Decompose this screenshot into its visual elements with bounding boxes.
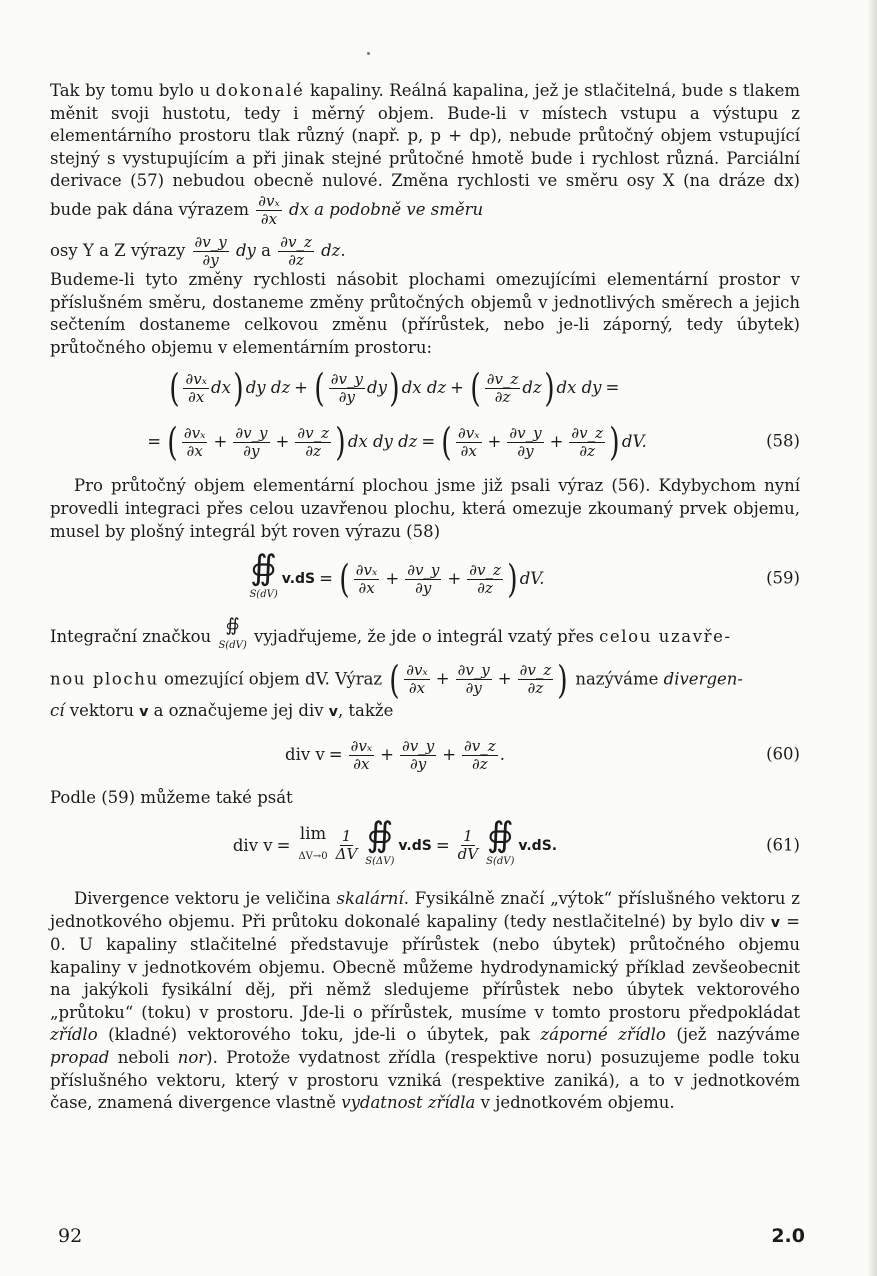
equation-59: ∯ S(dV) v.dS = ( $\frac{\text{∂vₓ}}{\partial x}$ + $\frac{\partial v\_y}{\partial y}$ + $\frac{\partial v\_z}{\partial z}$ ) dV. (59) bbox=[50, 547, 800, 611]
paragraph-1: Tak by tomu bylo u dokonalé kapaliny. Reálná kapalina, jež je stlačitelná, bude s tlakem měnit svoji hustotu, tedy i měrný objem. Bude-li v místech vstupu a výstupu z elementárního prostoru tlak různý (např. p, p + dp), nebude průtočný objem vstupující stejný s vystupujícím a při jinak stejné průtočné hmotě bude i rychlost různá. Parciální derivace (57) nebudou obecně nulové. Změna rychlosti ve směru osy X (na dráze dx) bude pak dána výrazem $\frac{\text{∂vₓ}}{\partial x}$ dx a podobně ve směru bbox=[50, 81, 800, 228]
equation-number-60: (60) bbox=[766, 745, 800, 765]
equation-58-line1: ( $\frac{\text{∂vₓ}}{\partial x}$ dx ) dy dz + ( $\frac{\partial v\_y}{\partial y}$ dy ) dx dz + ( $\frac{\partial v\_z}{\partial z}$ dz ) dx dy = bbox=[168, 366, 620, 411]
paragraph-4-cont: nou plochu omezující objem dV. Výraz ( $\frac{\text{∂vₓ}}{\partial x}$ + $\frac{\partial v\_y}{\partial y}$ + $\frac{\partial v\_z}{\partial z}$ ) nazýváme divergen- bbox=[50, 657, 743, 702]
fraction-dvz-dz: $\frac{\partial v\_z}{\partial z}$ bbox=[280, 232, 312, 269]
surface-integral-symbol: ∯ S(dV) bbox=[249, 547, 278, 600]
equation-number-61: (61) bbox=[766, 835, 800, 855]
limit: lim ΔV→0 bbox=[298, 824, 328, 862]
page-number: 92 bbox=[58, 1225, 83, 1247]
paragraph-2: Budeme-li tyto změny rychlosti násobit plochami omezujícími elementární prostor v příslušném směru, dostaneme změny průtočných objemů v jednotlivých směrech a jejich sečtením dostaneme celkovou změnu (přírůstek, nebo je-li záporný, tedy úbytek) průtočného objemu v elementárním prostoru: bbox=[50, 269, 800, 357]
page-body bbox=[50, 80, 800, 1115]
equation-58-line2: = ( $\frac{\text{∂vₓ}}{\partial x}$ + $\frac{\partial v\_y}{\partial y}$ + $\frac{\partial v\_z}{\partial z}$ ) dx dy dz = ( $\frac{\text{∂vₓ}}{\partial x}$ + $\frac{\partial v\_y}{\partial y}$ + $\frac{\partial v\_z}{\partial z}$ ) dV. (58) bbox=[147, 420, 800, 465]
page-footer bbox=[58, 1225, 805, 1247]
fraction-dvy-dy: $\frac{\partial v\_y}{\partial y}$ bbox=[194, 232, 227, 269]
page-edge-shadow bbox=[867, 0, 877, 1276]
section-number: 2.0 bbox=[771, 1225, 805, 1247]
equation-number-59: (59) bbox=[766, 568, 800, 588]
div-v-label: div v bbox=[285, 745, 325, 765]
paragraph-6: Divergence vektoru je veličina skalární. Fysikálně značí „výtok“ příslušného vektoru z jednotkového objemu. Při průtoku dokonalé kapaliny (tedy nestlačitelné) by bylo div v = 0. U kapaliny stlačitelné představuje přírůstek (nebo úbytek) průtočného objemu kapaliny v jednotkovém objemu. Obecně můžeme hydrodynamický příklad zevšeobecnit na jakýkoli fysikální děj, při němž sledujeme přírůstek nebo úbytek vektorového „průtoku“ (toku) v prostoru. Jde-li o přírůstek, musíme v tomto prostoru předpokládat zřídlo (kladné) vektorového toku, jde-li o úbytek, pak záporné zřídlo (jež nazýváme propad neboli nor). Protože vydatnost zřídla (respektive noru) posuzujeme podle toku příslušného vektoru, který v prostoru vzniká (respektive zaniká), a to v jednotkovém čase, znamená divergence vlastně vydatnost zřídla v jednotkovém objemu. bbox=[50, 888, 800, 1113]
paragraph-4-cont2: cí vektoru v a označujeme jej div v, takže bbox=[50, 700, 394, 720]
paragraph-3: Pro průtočný objem elementární plochou jsme již psali výraz (56). Kdybychom nyní provedli integraci přes celou uzavřenou plochu, která omezuje zkoumaný prvek objemu, musel by plošný integrál být roven výrazu (58) bbox=[50, 476, 800, 541]
scan-speck bbox=[367, 52, 370, 55]
equation-60: div v = $\frac{\text{∂vₓ}}{\partial x}$ + $\frac{\partial v\_y}{\partial y}$ + $\frac{\partial v\_z}{\partial z}$ . (60) bbox=[285, 736, 800, 773]
equation-number-58: (58) bbox=[766, 432, 800, 452]
paragraph-4: Integrační značkou ∯ S(dV) vyjadřujeme, že jde o integrál vzatý přes celou uzavře- bbox=[50, 617, 800, 658]
paragraph-5: Podle (59) můžeme také psát bbox=[50, 788, 293, 808]
fraction-dvx-dx: $\frac{\text{∂vₓ}}{\partial x}$ bbox=[258, 191, 280, 228]
paragraph-1-cont: osy Y a Z výrazy $\frac{\partial v\_y}{\partial y}$ dy a $\frac{\partial v\_z}{\partial z}$ dz. bbox=[50, 232, 346, 269]
equation-61: div v = lim ΔV→0 $\frac{1}{\Delta V}$ ∯ S(ΔV) v.dS = $\frac{1}{dV}$ ∯ S(dV) v.dS. (61) bbox=[232, 814, 800, 867]
surface-integral-symbol-small: ∯ S(dV) bbox=[218, 615, 247, 652]
